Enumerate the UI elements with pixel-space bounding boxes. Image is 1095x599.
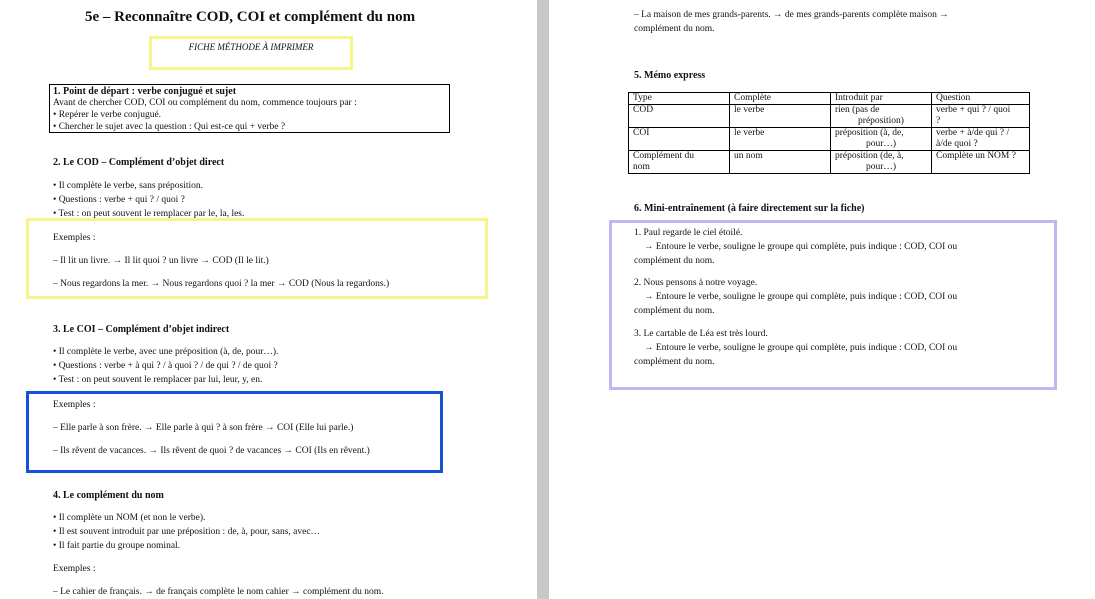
- table-cell: [629, 151, 730, 174]
- table-cell: [932, 105, 1030, 128]
- section3-bullet: • Questions : verbe + à qui ? / à quoi ? / de qui ? / de quoi ?: [53, 361, 278, 371]
- exercise-frame: [609, 220, 1057, 390]
- section4-heading: 4. Le complément du nom: [53, 490, 164, 501]
- table-cell: le verbe: [730, 105, 831, 128]
- fiche-label-frame: [149, 36, 353, 70]
- cell-line: Complément du: [633, 151, 694, 161]
- exercise-instruction: → Entoure le verbe, souligne le groupe qui complète, puis indique : COD, COI ou: [644, 343, 958, 353]
- section4-bullet: • Il complète un NOM (et non le verbe).: [53, 513, 206, 523]
- table-cell: COD: [629, 105, 730, 128]
- cell-line: préposition (de, à,: [835, 151, 904, 161]
- table-cell: [831, 151, 932, 174]
- exercise-sentence: 2. Nous pensons à notre voyage.: [634, 278, 758, 288]
- table-row: [629, 128, 1030, 151]
- section3-example: – Elle parle à son frère. → Elle parle à qui ? à son frère → COI (Elle lui parle.): [53, 423, 354, 433]
- cell-line: préposition (à, de,: [835, 128, 904, 138]
- section3-examples-frame: [26, 391, 443, 473]
- cell-line: à/de quoi ?: [936, 139, 978, 149]
- fiche-label: FICHE MÉTHODE À IMPRIMER: [188, 42, 314, 52]
- table-cell: un nom: [730, 151, 831, 174]
- section3-heading: 3. Le COI – Complément d’objet indirect: [53, 324, 230, 335]
- exercise-instruction-cont: complément du nom.: [634, 256, 715, 266]
- cell-line: pour…): [865, 139, 897, 149]
- section2-bullet: • Questions : verbe + qui ? / quoi ?: [53, 195, 185, 205]
- cell-line: verbe + qui ? / quoi: [936, 105, 1011, 115]
- exercise-instruction-cont: complément du nom.: [634, 306, 715, 316]
- section4-example-cont: complément du nom.: [634, 24, 715, 34]
- section1-heading: 1. Point de départ : verbe conjugué et sujet: [53, 86, 237, 97]
- exercise-sentence: 3. Le cartable de Léa est très lourd.: [634, 329, 768, 339]
- table-row: [629, 105, 1030, 128]
- table-cell: [831, 105, 932, 128]
- table-cell: Complète un NOM ?: [932, 151, 1030, 174]
- section4-example: – La maison de mes grands-parents. → de mes grands-parents complète maison →: [634, 10, 949, 20]
- table-cell: [932, 128, 1030, 151]
- exercise-instruction: → Entoure le verbe, souligne le groupe qui complète, puis indique : COD, COI ou: [644, 292, 958, 302]
- section1-box: [49, 84, 450, 133]
- table-cell: [831, 128, 932, 151]
- exercise-sentence: 1. Paul regarde le ciel étoilé.: [634, 228, 743, 238]
- section3-example: – Ils rêvent de vacances. → Ils rêvent de quoi ? de vacances → COI (Ils en rêvent.): [53, 446, 370, 456]
- table-header-cell: Question: [932, 93, 1030, 105]
- section2-example: – Il lit un livre. → Il lit quoi ? un livre → COD (Il le lit.): [53, 256, 269, 266]
- document-page-left: [0, 0, 537, 599]
- section4-example: – Le cahier de français. → de français complète le nom cahier → complément du nom.: [53, 587, 384, 597]
- document-title: 5e – Reconnaître COD, COI et complément du nom: [85, 9, 416, 25]
- cell-line: ?: [936, 116, 941, 126]
- section5-heading: 5. Mémo express: [634, 70, 706, 81]
- section2-examples-frame: [26, 218, 488, 299]
- exercise-instruction: → Entoure le verbe, souligne le groupe qui complète, puis indique : COD, COI ou: [644, 242, 958, 252]
- section4-bullet: • Il fait partie du groupe nominal.: [53, 541, 181, 551]
- section1-line: • Chercher le sujet avec la question : Qui est-ce qui + verbe ?: [53, 122, 286, 132]
- cell-line: nom: [633, 162, 650, 172]
- section4-bullet: • Il est souvent introduit par une préposition : de, à, pour, sans, avec…: [53, 527, 321, 537]
- section2-example: – Nous regardons la mer. → Nous regardons quoi ? la mer → COD (Nous la regardons.): [53, 279, 390, 289]
- table-row: [629, 151, 1030, 174]
- section4-examples-label: Exemples :: [53, 564, 96, 574]
- section1-line: • Repérer le verbe conjugué.: [53, 110, 162, 120]
- section3-examples-label: Exemples :: [53, 400, 96, 410]
- table-header-cell: Introduit par: [831, 93, 932, 105]
- table-cell: COI: [629, 128, 730, 151]
- document-page-right: [549, 0, 1095, 599]
- section2-bullet: • Il complète le verbe, sans préposition.: [53, 181, 204, 191]
- exercise-instruction-cont: complément du nom.: [634, 357, 715, 367]
- section3-bullet: • Il complète le verbe, avec une préposition (à, de, pour…).: [53, 347, 279, 357]
- section6-heading: 6. Mini-entraînement (à faire directement sur la fiche): [634, 203, 865, 214]
- table-header-row: [629, 93, 1030, 105]
- cell-line: pour…): [865, 162, 897, 172]
- section2-heading: 2. Le COD – Complément d’objet direct: [53, 157, 225, 168]
- section2-examples-label: Exemples :: [53, 233, 96, 243]
- section2-bullet: • Test : on peut souvent le remplacer par le, la, les.: [53, 209, 245, 219]
- table-header-cell: Complète: [730, 93, 831, 105]
- section3-bullet: • Test : on peut souvent le remplacer par lui, leur, y, en.: [53, 375, 263, 385]
- cell-line: préposition): [858, 116, 904, 126]
- section1-line: Avant de chercher COD, COI ou complément du nom, commence toujours par :: [53, 98, 357, 108]
- memo-table: [628, 92, 1030, 174]
- cell-line: verbe + à/de qui ? /: [936, 128, 1010, 138]
- table-cell: le verbe: [730, 128, 831, 151]
- cell-line: rien (pas de: [835, 105, 880, 115]
- table-header-cell: Type: [629, 93, 730, 105]
